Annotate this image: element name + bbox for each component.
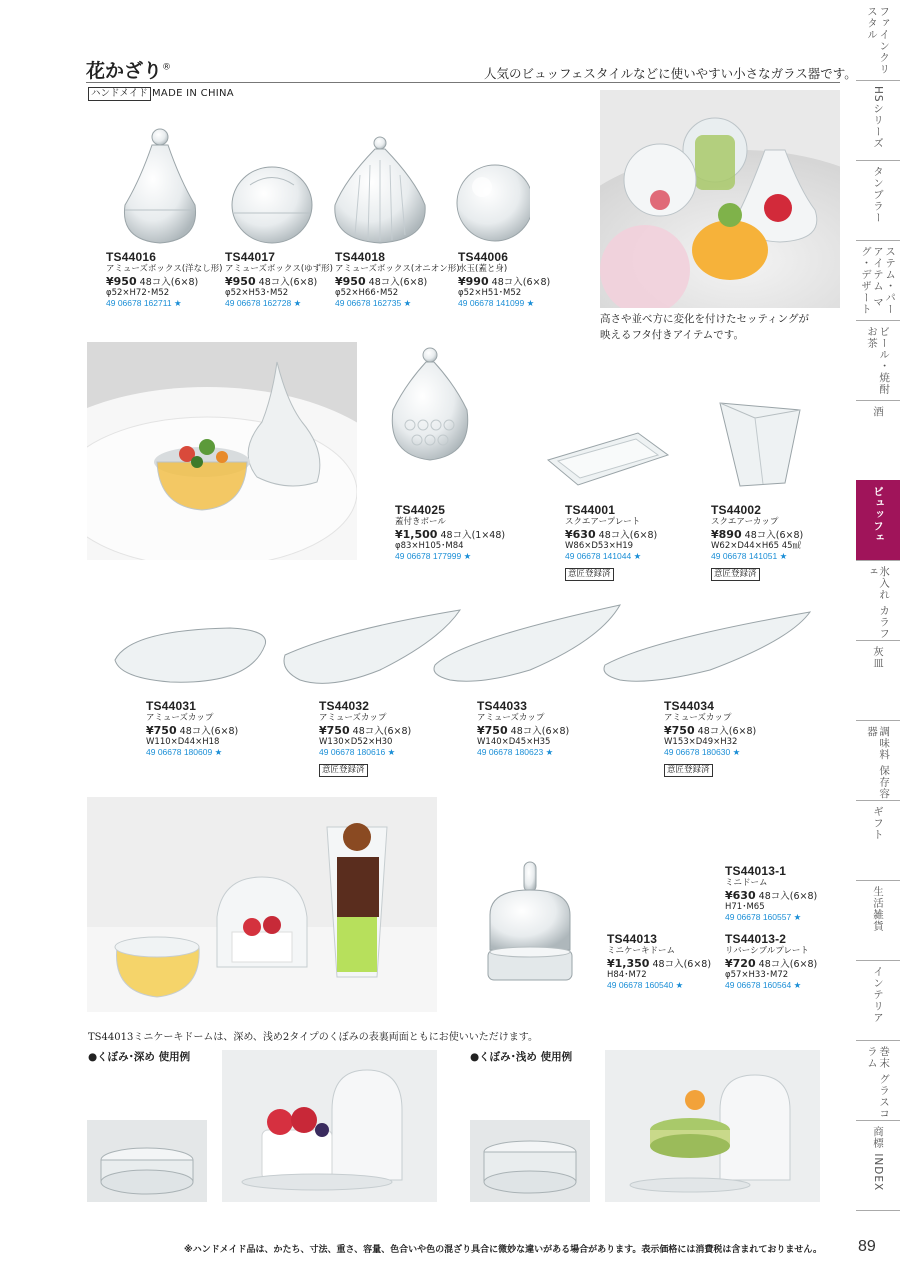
side-tab-label: ギフト [872,806,885,841]
footnote: ※ハンドメイド品は、かたち、寸法、重さ、容量、色合いや色の混ざり具合に微妙な違いがある場合があります。表示価格には消費税は含まれておりません。 [184,1245,822,1255]
amuse-cups-illustration [110,600,830,695]
side-tab-label: インテリア [872,966,885,1024]
product-ts44034: TS44034 アミューズカップ ¥750 48コ入(6×8) W153×D49×H32 49 06678 180630 ★ 意匠登録済 [664,699,757,776]
origin-label: MADE IN CHINA [152,88,234,99]
side-tab-4[interactable] [856,240,900,321]
row1-glass-illustrations [110,125,530,250]
product-ts44018: TS44018 アミューズボックス(オニオン形) ¥950 48コ入(6×8) φ52×H66･M52 49 06678 162735 ★ [335,250,460,309]
side-tab-15[interactable] [856,1120,900,1211]
product-ts44033: TS44033 アミューズカップ ¥750 48コ入(6×8) W140×D45×H35 49 06678 180623 ★ [477,699,570,758]
square-cup-illustration [715,398,815,493]
dome-note: TS44013ミニケーキドームは、深め、浅め2タイプのくぼみの表裏両面ともにお使いいただけます。 [88,1032,538,1043]
water-ball-illustration [457,165,530,241]
photo-caption: 高さや並べ方に変化を付けたセッティングが 映えるフタ付きアイテムです。 [600,313,809,341]
side-tab-13[interactable] [856,960,900,1041]
design-registered-badge: 意匠登録済 [711,568,760,581]
side-tab-2[interactable] [856,80,900,161]
side-tab-label: HSシリーズ [872,86,885,149]
square-plate-illustration [543,425,673,490]
side-tab-label: 巻末 グラスコラム [866,1046,891,1120]
header-divider [86,82,840,83]
onion-box-illustration [335,137,425,243]
product-ts44017: TS44017 アミューズボックス(ゆず形) ¥950 48コ入(6×8) φ52×H53･M52 49 06678 162728 ★ [225,250,333,309]
side-tab-9[interactable] [856,640,900,721]
product-ts44013: TS44013 ミニケーキドーム ¥1,350 48コ入(6×8) H84･M72 49 06678 160540 ★ [607,932,712,991]
side-tab-label: 氷入れ カラフェ [866,566,891,640]
dessert-setting-photo [87,797,437,1012]
side-tab-label: 調味料 保存容器 [866,726,891,800]
shallow-plate-photo [470,1120,590,1202]
side-tab-7[interactable] [856,480,900,561]
pear-box-illustration [124,129,195,243]
side-tab-label: ビュッフェ [872,486,885,544]
usage-shallow-label: ●くぼみ･浅め 使用例 [470,1051,573,1063]
side-tab-label: 酒 [872,406,885,418]
design-registered-badge: 意匠登録済 [565,568,614,581]
product-ts44013-2: TS44013-2 リバーシブルプレート ¥720 48コ入(6×8) φ57×H33･M72 49 06678 160564 ★ [725,932,818,991]
product-ts44002: TS44002 スクエアーカップ ¥890 48コ入(6×8) W62×D44×H65 45㎖ 49 06678 141051 ★ 意匠登録済 [711,503,804,580]
side-tab-label: ステム・パーアイテム マグ・デザート [859,246,897,315]
page-number: 89 [858,1238,876,1255]
yuzu-box-illustration [232,167,312,243]
side-tab-5[interactable] [856,320,900,401]
side-tab-10[interactable] [856,720,900,801]
side-tab-11[interactable] [856,800,900,881]
lidded-bowl-photo [87,342,357,560]
product-ts44013-1: TS44013-1 ミニドーム ¥630 48コ入(6×8) H71･M65 49 06678 160557 ★ [725,864,818,923]
side-tab-label: ファインクリスタル [866,6,891,75]
side-tab-label: 商標 INDEX [872,1126,885,1192]
side-tab-8[interactable] [856,560,900,641]
shallow-usage-photo [605,1050,820,1202]
deep-usage-photo [222,1050,437,1202]
side-tab-label: ビール・焼酎 お茶 [866,326,891,395]
page-title: 花かざり® [86,60,172,82]
handmade-badge: ハンドメイド [88,87,151,101]
mini-cake-dome-illustration [480,860,580,990]
usage-deep-label: ●くぼみ･深め 使用例 [88,1051,191,1063]
product-ts44025: TS44025 蓋付きボール ¥1,500 48コ入(1×48) φ83×H105･M84 49 06678 177999 ★ [395,503,506,562]
side-tab-3[interactable] [856,160,900,241]
side-tab-label: 生活雑貨 [872,886,885,932]
side-tab-label: 灰皿 [872,646,885,669]
product-ts44016: TS44016 アミューズボックス(洋なし形) ¥950 48コ入(6×8) φ52×H72･M52 49 06678 162711 ★ [106,250,223,309]
deep-plate-photo [87,1120,207,1202]
product-ts44001: TS44001 スクエアープレート ¥630 48コ入(6×8) W86×D53×H19 49 06678 141044 ★ 意匠登録済 [565,503,658,580]
design-registered-badge: 意匠登録済 [319,764,368,777]
lidded-ball-illustration [385,345,475,463]
product-ts44031: TS44031 アミューズカップ ¥750 48コ入(6×8) W110×D44×H18 49 06678 180609 ★ [146,699,239,758]
side-tab-1[interactable] [856,0,900,81]
buffet-setting-photo [600,90,840,308]
product-ts44032: TS44032 アミューズカップ ¥750 48コ入(6×8) W130×D52×H30 49 06678 180616 ★ 意匠登録済 [319,699,412,776]
side-tab-12[interactable] [856,880,900,961]
side-tab-6[interactable] [856,400,900,481]
page-subtitle: 人気のビュッフェスタイルなどに使いやすい小さなガラス器です。 [484,66,857,81]
product-ts44006: TS44006 水玉(蓋と身) ¥990 48コ入(6×8) φ52×H51･M52 49 06678 141099 ★ [458,250,551,309]
side-tab-label: タンブラー [872,166,885,224]
side-tab-14[interactable] [856,1040,900,1121]
design-registered-badge: 意匠登録済 [664,764,713,777]
